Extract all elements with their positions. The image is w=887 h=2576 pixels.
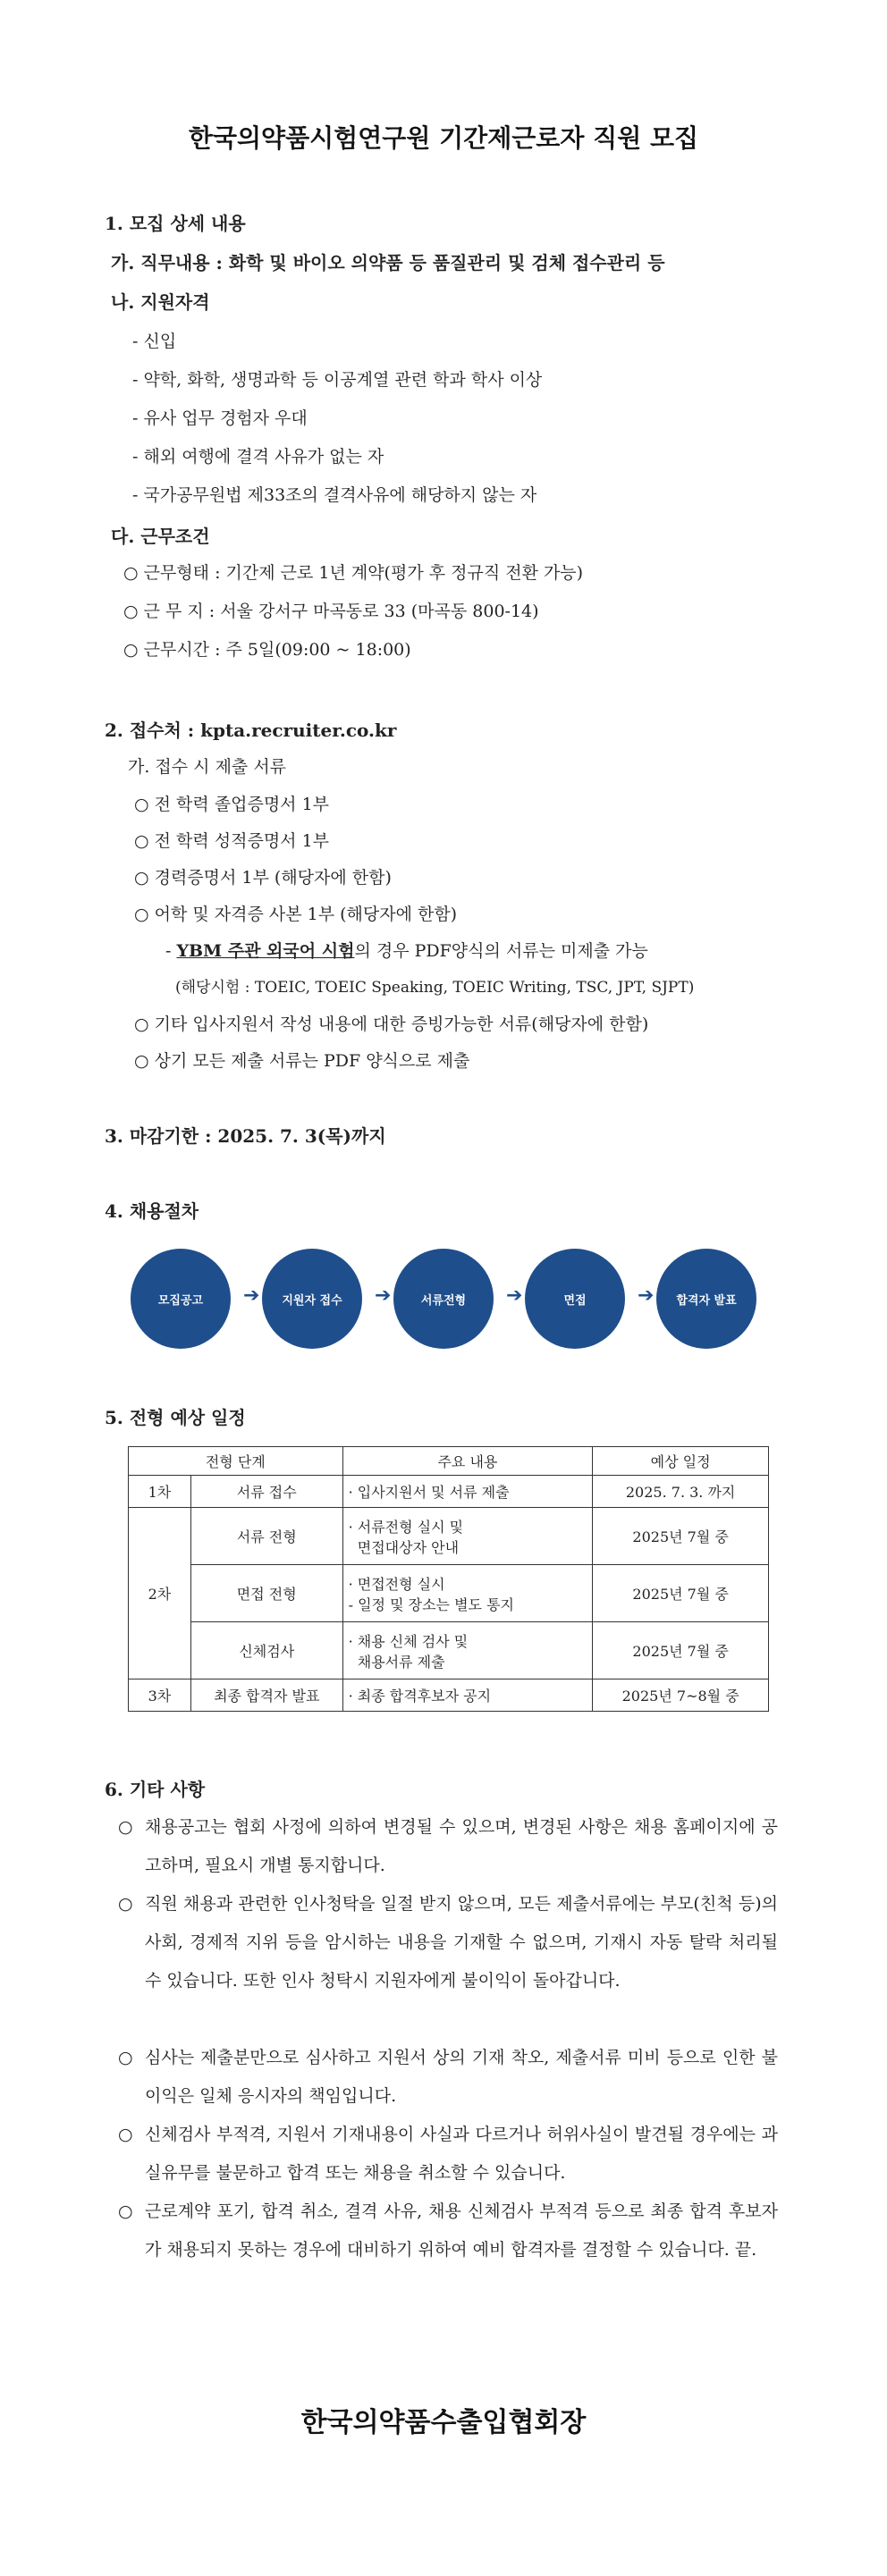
stage-cell: 서류 접수 bbox=[190, 1476, 342, 1508]
date-cell: 2025. 7. 3. 까지 bbox=[593, 1476, 769, 1508]
date-cell: 2025년 7월 중 bbox=[593, 1622, 769, 1679]
condition-item: ○ 근무형태 : 기간제 근로 1년 계약(평가 후 정규직 전환 가능) bbox=[123, 563, 584, 583]
duty-line: 가. 직무내용 : 화학 및 바이오 의약품 등 품질관리 및 검체 접수관리 등 bbox=[111, 252, 665, 274]
process-step-announcement: 모집공고 bbox=[131, 1249, 231, 1349]
section-2-heading: 2. 접수처 : kpta.recruiter.co.kr bbox=[105, 720, 397, 741]
document-item: ○ 상기 모든 제출 서류는 PDF 양식으로 제출 bbox=[134, 1051, 470, 1071]
condition-item: ○ 근무시간 : 주 5일(09:00 ~ 18:00) bbox=[123, 640, 411, 660]
stage-cell: 신체검사 bbox=[190, 1622, 342, 1679]
note-text: 채용공고는 협회 사정에 의하여 변경될 수 있으며, 변경된 사항은 채용 홈페이지에 공고하며, 필요시 개별 통지합니다. bbox=[145, 1817, 778, 1875]
table-header-row bbox=[129, 1447, 769, 1476]
header-date: 예상 일정 bbox=[593, 1447, 769, 1476]
date-cell: 2025년 7월 중 bbox=[593, 1508, 769, 1565]
header-stage: 전형 단계 bbox=[129, 1447, 343, 1476]
round-cell: 3차 bbox=[129, 1679, 191, 1712]
document-item: ○ 기타 입사지원서 작성 내용에 대한 증빙가능한 서류(해당자에 한함) bbox=[134, 1014, 649, 1034]
ybm-prefix: - bbox=[165, 941, 177, 961]
content-line: 채용서류 제출 bbox=[348, 1653, 445, 1671]
content-line: - 일정 및 장소는 별도 통지 bbox=[348, 1595, 514, 1613]
arrow-right-icon: ➔ bbox=[638, 1284, 655, 1307]
process-step-announcement-of-results: 합격자 발표 bbox=[656, 1249, 756, 1349]
ybm-exam-label: YBM 주관 외국어 시험 bbox=[176, 941, 355, 961]
arrow-right-icon: ➔ bbox=[243, 1284, 260, 1307]
note-text: 심사는 제출분만으로 심사하고 지원서 상의 기재 착오, 제출서류 미비 등으로 인한 불이익은 일체 응시자의 책임입니다. bbox=[145, 2048, 778, 2106]
circle-bullet-icon: ○ bbox=[118, 2048, 133, 2067]
stage-cell: 서류 전형 bbox=[190, 1508, 342, 1565]
table-row bbox=[129, 1565, 769, 1622]
documents-subheading: 가. 접수 시 제출 서류 bbox=[128, 757, 287, 777]
section-5-heading: 5. 전형 예상 일정 bbox=[105, 1407, 246, 1428]
process-step-document-review: 서류전형 bbox=[393, 1249, 494, 1349]
section-3-deadline: 3. 마감기한 : 2025. 7. 3(목)까지 bbox=[105, 1125, 386, 1147]
table-row bbox=[129, 1679, 769, 1712]
note-item bbox=[118, 2193, 778, 2269]
qualification-item: - 국가공무원법 제33조의 결격사유에 해당하지 않는 자 bbox=[132, 485, 537, 505]
circle-bullet-icon: ○ bbox=[118, 2201, 133, 2221]
note-item bbox=[118, 2039, 778, 2116]
ybm-exam-list: (해당시험 : TOEIC, TOEIC Speaking, TOEIC Writing, TSC, JPT, SJPT) bbox=[175, 979, 695, 997]
stage-cell: 면접 전형 bbox=[190, 1565, 342, 1622]
note-item bbox=[118, 1885, 778, 2000]
header-content: 주요 내용 bbox=[342, 1447, 593, 1476]
ybm-rest: 의 경우 PDF양식의 서류는 미제출 가능 bbox=[354, 941, 648, 961]
round-cell: 2차 bbox=[129, 1508, 191, 1679]
note-item bbox=[118, 2116, 778, 2193]
table-row bbox=[129, 1508, 769, 1565]
condition-item: ○ 근 무 지 : 서울 강서구 마곡동로 33 (마곡동 800-14) bbox=[123, 602, 539, 621]
document-item: ○ 전 학력 졸업증명서 1부 bbox=[134, 795, 330, 814]
content-line: 면접대상자 안내 bbox=[348, 1538, 460, 1556]
date-cell: 2025년 7~8월 중 bbox=[593, 1679, 769, 1712]
page-title: 한국의약품시험연구원 기간제근로자 직원 모집 bbox=[188, 123, 699, 153]
qualification-item: - 해외 여행에 결격 사유가 없는 자 bbox=[132, 447, 384, 467]
date-cell: 2025년 7월 중 bbox=[593, 1565, 769, 1622]
section-1-heading: 1. 모집 상세 내용 bbox=[105, 213, 246, 234]
note-text: 근로계약 포기, 합격 취소, 결격 사유, 채용 신체검사 부적격 등으로 최종 합격 후보자가 채용되지 못하는 경우에 대비하기 위하여 예비 합격자를 결정할 수 있습니다. 끝. bbox=[145, 2201, 778, 2260]
circle-bullet-icon: ○ bbox=[118, 2125, 133, 2144]
qualification-item: - 유사 업무 경험자 우대 bbox=[132, 408, 308, 428]
qualification-item: - 신입 bbox=[132, 332, 177, 351]
content-line: · 채용 신체 검사 및 bbox=[348, 1632, 469, 1650]
section-4-heading: 4. 채용절차 bbox=[105, 1200, 199, 1222]
qualification-item: - 약학, 화학, 생명과학 등 이공계열 관련 학과 학사 이상 bbox=[132, 370, 543, 390]
conditions-heading: 다. 근무조건 bbox=[111, 526, 210, 547]
content-line: · 면접전형 실시 bbox=[348, 1575, 445, 1593]
circle-bullet-icon: ○ bbox=[118, 1894, 133, 1914]
document-item: ○ 경력증명서 1부 (해당자에 한함) bbox=[134, 868, 392, 888]
circle-bullet-icon: ○ bbox=[118, 1817, 133, 1837]
process-step-interview: 면접 bbox=[525, 1249, 625, 1349]
note-text: 직원 채용과 관련한 인사청탁을 일절 받지 않으며, 모든 제출서류에는 부모(친척 등)의 사회, 경제적 지위 등을 암시하는 내용을 기재할 수 없으며, 기재시 자동 탈락 처리될 수 있습니다. 또한 인사 청탁시 지원자에게 불이익이 돌아갑니다. bbox=[145, 1894, 778, 1991]
section-6-heading: 6. 기타 사항 bbox=[105, 1779, 206, 1800]
arrow-right-icon: ➔ bbox=[375, 1284, 392, 1307]
document-item: ○ 전 학력 성적증명서 1부 bbox=[134, 831, 330, 851]
arrow-right-icon: ➔ bbox=[506, 1284, 523, 1307]
note-item bbox=[118, 1808, 778, 1885]
process-step-application: 지원자 접수 bbox=[262, 1249, 362, 1349]
note-text: 신체검사 부적격, 지원서 기재내용이 사실과 다르거나 허위사실이 발견될 경우에는 과실유무를 불문하고 합격 또는 채용을 취소할 수 있습니다. bbox=[145, 2125, 778, 2183]
round-cell: 1차 bbox=[129, 1476, 191, 1508]
qualification-heading: 나. 지원자격 bbox=[111, 291, 210, 313]
content-cell: · 최종 합격후보자 공지 bbox=[342, 1679, 593, 1712]
ybm-note-line bbox=[165, 938, 648, 962]
stage-cell: 최종 합격자 발표 bbox=[190, 1679, 342, 1712]
document-item: ○ 어학 및 자격증 사본 1부 (해당자에 한함) bbox=[134, 905, 458, 924]
schedule-table bbox=[128, 1446, 769, 1712]
issuer-signature: 한국의약품수출입협회장 bbox=[300, 2407, 587, 2438]
content-cell bbox=[342, 1565, 593, 1622]
content-cell bbox=[342, 1622, 593, 1679]
content-cell bbox=[342, 1508, 593, 1565]
content-cell: · 입사지원서 및 서류 제출 bbox=[342, 1476, 593, 1508]
content-line: · 서류전형 실시 및 bbox=[348, 1518, 464, 1536]
table-row bbox=[129, 1622, 769, 1679]
table-row bbox=[129, 1476, 769, 1508]
